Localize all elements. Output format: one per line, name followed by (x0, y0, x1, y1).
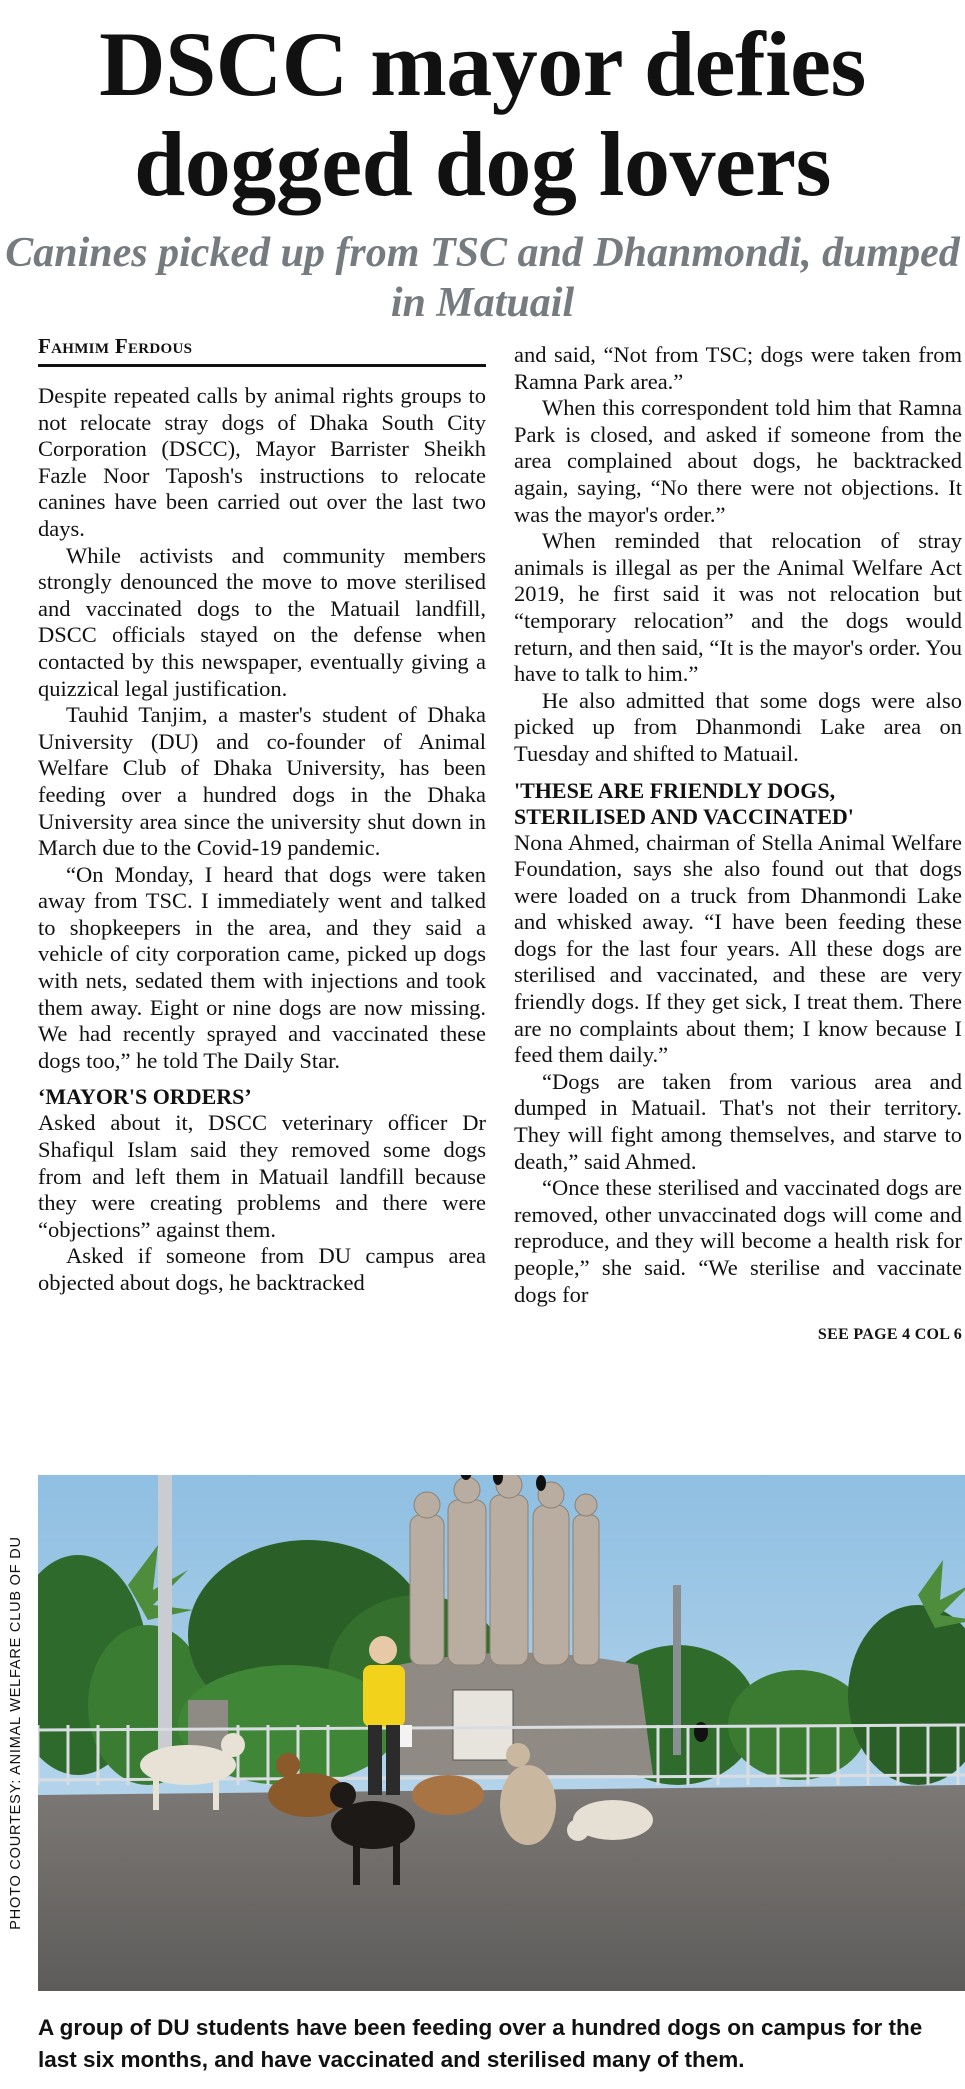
headline: DSCC mayor defies dogged dog lovers (99, 13, 866, 215)
paragraph: Nona Ahmed, chairman of Stella Animal Welfare Foundation, says she also found out that dogs were loaded on a truck from Dhanmondi Lake and whisked away. “I have been feeding these dogs for the last four years. All these dogs are sterilised and vaccinated, and these are very friendly dogs. If they get sick, I treat them. There are no complaints about them; I know because I feed them daily.” (514, 829, 962, 1068)
paragraph: When this correspondent told him that Ramna Park is closed, and asked if someone from the area complained about dogs, he backtracked again, saying, “No there were not objections. It was the mayor's order.” (514, 395, 962, 527)
continuation-jump[interactable]: SEE PAGE 4 COL 6 (817, 1326, 962, 1344)
subheadline: Canines picked up from TSC and Dhanmondi, dumped in Matuail (5, 230, 960, 326)
byline: Fahmim Ferdous (38, 334, 486, 367)
paragraph: While activists and community members strongly denounced the move to move sterilised and vaccinated dogs to the Matuail landfill, DSCC officials stayed on the defense when contacted by this newspaper, eventually giving a quizzical legal justification. (38, 542, 486, 701)
paragraph: When reminded that relocation of stray animals is illegal as per the Animal Welfare Act 2019, he first said it was not relocation but “temporary relocation” and the dogs would return, and then said, “It is the mayor's order. You have to talk to him.” (514, 528, 962, 687)
paragraph: Tauhid Tanjim, a master's student of Dhaka University (DU) and co-founder of Animal Welfare Club of Dhaka University, has been feeding over a hundred dogs in the Dhaka University area since the university shut down in March due to the Covid-19 pandemic. (38, 702, 486, 861)
article-column-left (38, 334, 486, 1297)
paragraph: Despite repeated calls by animal rights groups to not relocate stray dogs of Dhaka South City Corporation (DSCC), Mayor Barrister Sheikh Fazle Noor Taposh's instructions to relocate canines have been carried out over the last two days. (38, 383, 486, 541)
paragraph: and said, “Not from TSC; dogs were taken from Ramna Park area.” (514, 342, 962, 394)
paragraph: “Dogs are taken from various area and dumped in Matuail. That's not their territory. They will fight among themselves, and starve to death,” said Ahmed. (514, 1068, 962, 1174)
photo-caption: A group of DU students have been feeding over a hundred dogs on campus for the last six months, and have vaccinated and sterilised many of them. (38, 2015, 923, 2072)
paragraph: Asked if someone from DU campus area objected about dogs, he backtracked (38, 1243, 486, 1295)
paragraph: Asked about it, DSCC veterinary officer Dr Shafiqul Islam said they removed some dogs from and left them in Matuail landfill because they were creating problems and there were “objections” against them. (38, 1110, 486, 1242)
photo-credit (0, 1475, 32, 1991)
photo-credit-text: PHOTO COURTESY: ANIMAL WELFARE CLUB OF DU (8, 1536, 24, 1930)
tower (673, 1585, 681, 1755)
paragraph: “Once these sterilised and vaccinated dogs are removed, other unvaccinated dogs will come and reproduce, and they will become a health risk for people,” she said. “We sterilise and vaccinate dogs for (514, 1175, 962, 1307)
paragraph: He also admitted that some dogs were also picked up from Dhanmondi Lake area on Tuesday and shifted to Matuail. (514, 687, 962, 766)
section-heading-friendly-dogs: 'THESE ARE FRIENDLY DOGS, STERILISED AND VACCINATED' (514, 777, 854, 829)
section-heading-mayors-orders: ‘MAYOR'S ORDERS’ (38, 1084, 252, 1110)
photo-illustration (38, 1475, 965, 1991)
article-column-right (514, 342, 962, 1349)
paragraph: “On Monday, I heard that dogs were taken away from TSC. I immediately went and talked to shopkeepers in the area, and they said a vehicle of city corporation came, picked up dogs with nets, sedated them with injections and took them away. Eight or nine dogs are now missing. We had recently sprayed and vaccinated these dogs too,” he told The Daily Star. (38, 861, 486, 1073)
news-photo (38, 1475, 965, 1991)
plaque (453, 1690, 513, 1760)
